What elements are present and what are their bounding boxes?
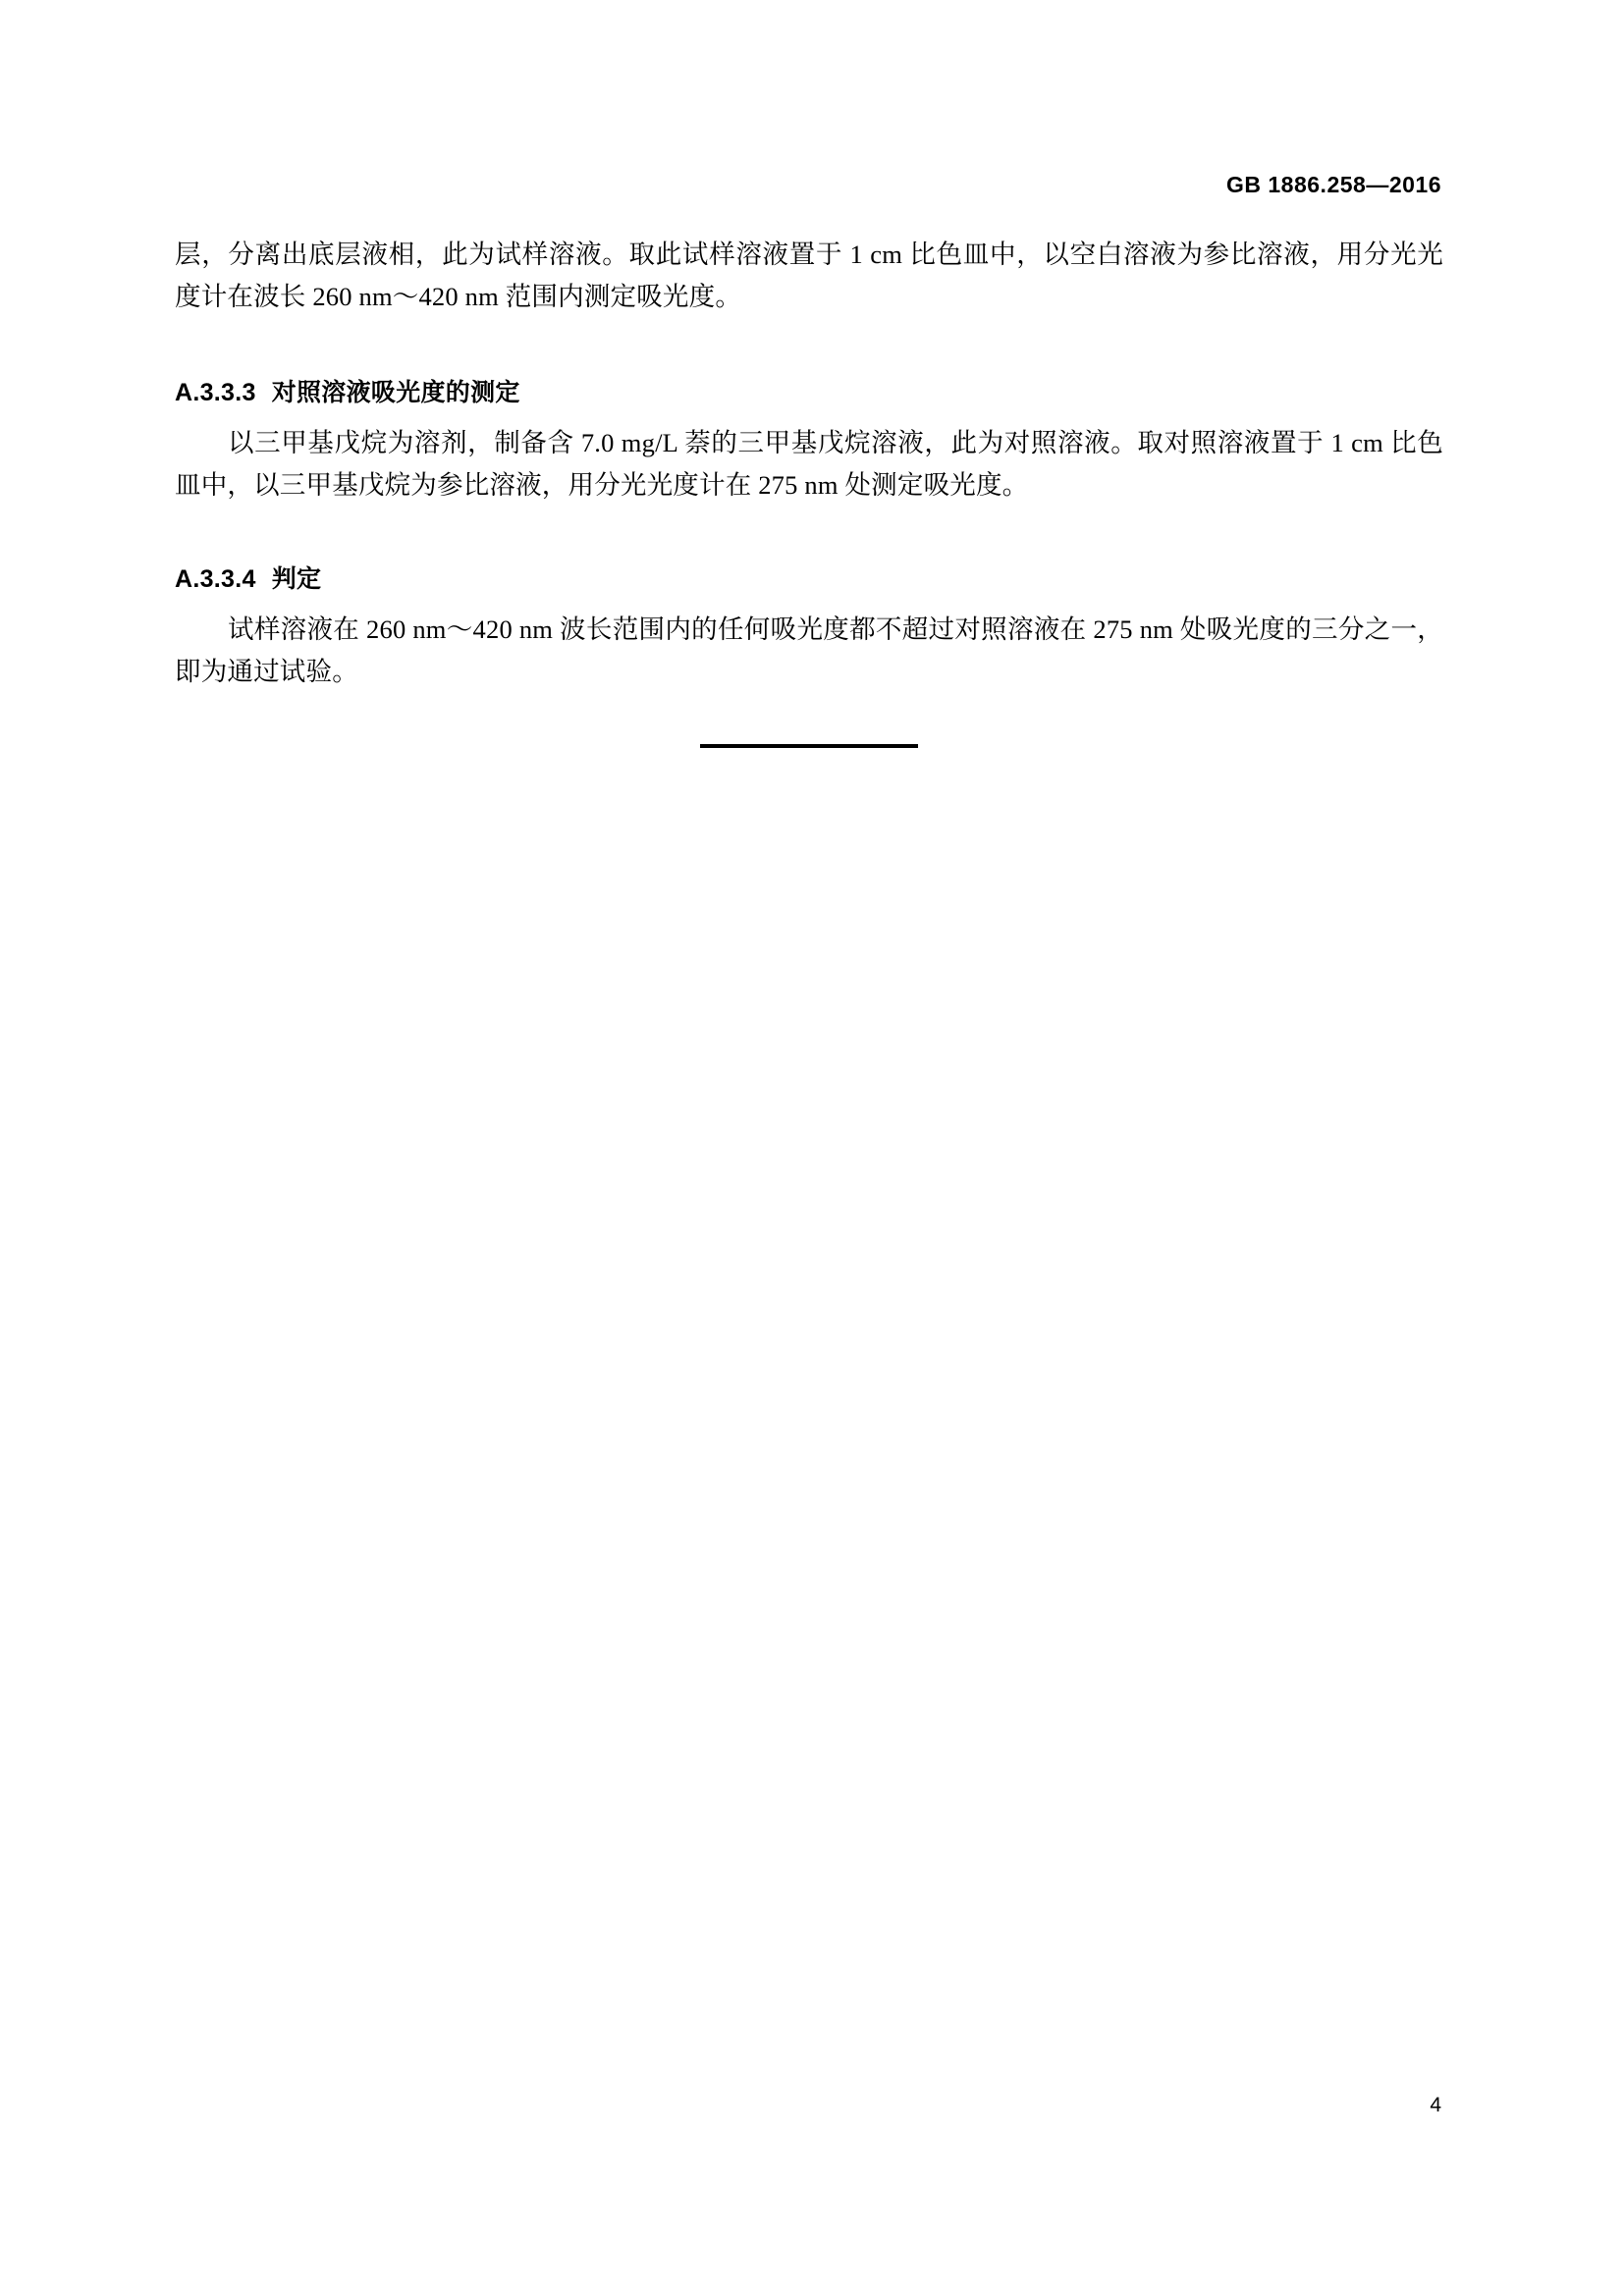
section-number: A.3.3.3 [175, 379, 256, 406]
section-paragraph-a334: 试样溶液在 260 nm～420 nm 波长范围内的任何吸光度都不超过对照溶液在 275 nm 处吸光度的三分之一，即为通过试验。 [175, 614, 1443, 686]
page-header-standard-code: GB 1886.258—2016 [1226, 172, 1441, 197]
end-of-text-marker [175, 744, 1443, 748]
spacer [175, 324, 1443, 346]
spacer [175, 512, 1443, 532]
section-title: 对照溶液吸光度的测定 [271, 379, 520, 406]
continued-paragraph: 层，分离出底层液相，此为试样溶液。取此试样溶液置于 1 cm 比色皿中，以空白溶液为参比溶液，用分光光度计在波长 260 nm～420 nm 范围内测定吸光度。 [175, 240, 1443, 311]
section-paragraph-a333: 以三甲基戊烷为溶剂，制备含 7.0 mg/L 萘的三甲基戊烷溶液，此为对照溶液。取对照溶液置于 1 cm 比色皿中，以三甲基戊烷为参比溶液，用分光光度计在 275 nm 处测定吸光度。 [175, 428, 1443, 500]
section-heading-a334 [175, 560, 1443, 595]
section-title: 判定 [271, 565, 322, 593]
page-content [175, 234, 1443, 748]
section-number: A.3.3.4 [175, 565, 256, 593]
section-heading-a333 [175, 373, 1443, 408]
page-number: 4 [1430, 2094, 1441, 2116]
end-rule-line [700, 744, 918, 748]
